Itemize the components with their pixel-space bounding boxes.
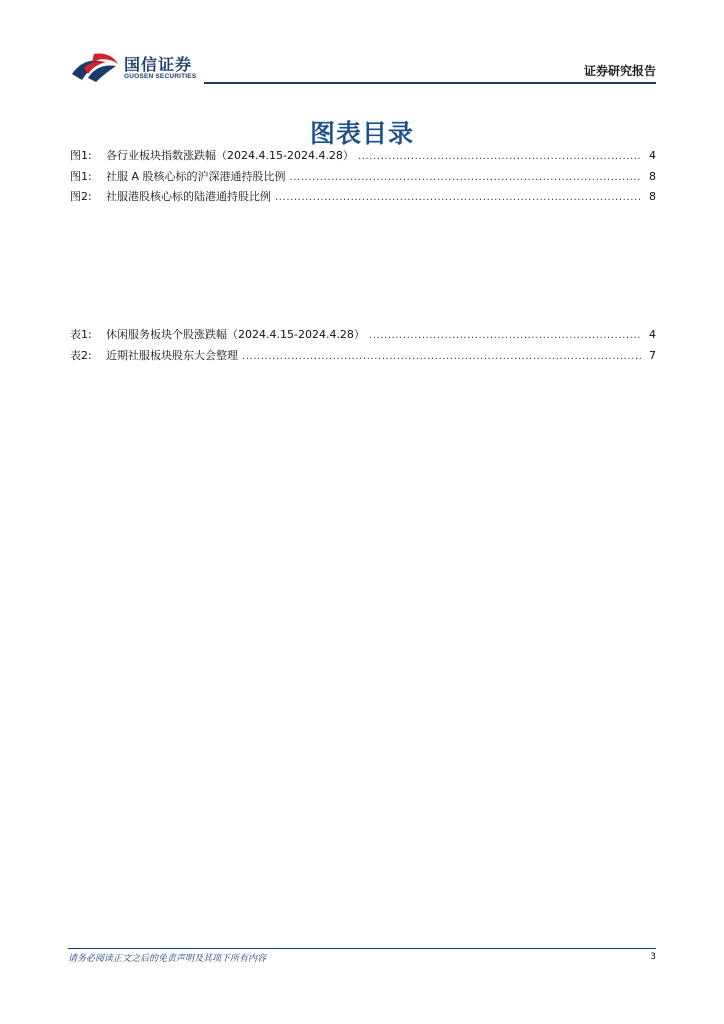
footer-disclaimer: 请务必阅读正文之后的免责声明及其项下所有内容 <box>68 954 267 964</box>
toc-entry-page: 4 <box>649 149 656 162</box>
toc-entry-label: 图1: <box>70 149 92 162</box>
logo-chinese-name: 国信证券 <box>124 55 193 74</box>
toc-entry-label: 表1: <box>70 328 92 341</box>
toc-entry-title: 近期社服板块股东大会整理 <box>106 348 238 362</box>
dot-leader <box>275 191 642 205</box>
toc-entry-table[interactable] <box>70 349 656 370</box>
toc-entry-label: 表2: <box>70 348 92 362</box>
page-number: 3 <box>650 952 656 962</box>
dot-leader <box>369 329 642 343</box>
toc-entry-table[interactable] <box>70 328 656 349</box>
report-type-label: 证券研究报告 <box>583 64 656 78</box>
dot-leader <box>290 171 642 185</box>
toc-entry-figure[interactable] <box>70 190 656 211</box>
page-header <box>70 50 656 84</box>
toc-entry-title: 社服港股核心标的陆港通持股比例 <box>106 190 271 203</box>
toc-title: 图表目录 <box>309 119 414 148</box>
logo-english-name: GUOSEN SECURITIES <box>124 73 197 80</box>
toc-entry-title: 休闲服务板块个股涨跌幅（2024.4.15-2024.4.28） <box>106 328 365 341</box>
toc-entry-page: 8 <box>649 190 656 203</box>
toc-entry-page: 7 <box>649 348 656 362</box>
footer-divider <box>68 948 656 949</box>
figure-list <box>70 149 656 211</box>
company-logo <box>70 50 220 84</box>
guosen-logo-icon <box>70 52 120 82</box>
toc-entry-title: 各行业板块指数涨跌幅（2024.4.15-2024.4.28） <box>106 149 354 162</box>
dot-leader <box>358 150 642 164</box>
toc-entry-title: 社服 A 股核心标的沪深港通持股比例 <box>106 169 286 183</box>
toc-entry-figure[interactable] <box>70 149 656 170</box>
toc-entry-figure[interactable] <box>70 170 656 191</box>
header-divider <box>204 82 656 84</box>
toc-entry-page: 4 <box>649 328 656 341</box>
table-list <box>70 328 656 369</box>
toc-entry-label: 图1: <box>70 169 92 183</box>
dot-leader <box>242 350 642 364</box>
toc-entry-page: 8 <box>649 169 656 183</box>
toc-entry-label: 图2: <box>70 190 92 203</box>
